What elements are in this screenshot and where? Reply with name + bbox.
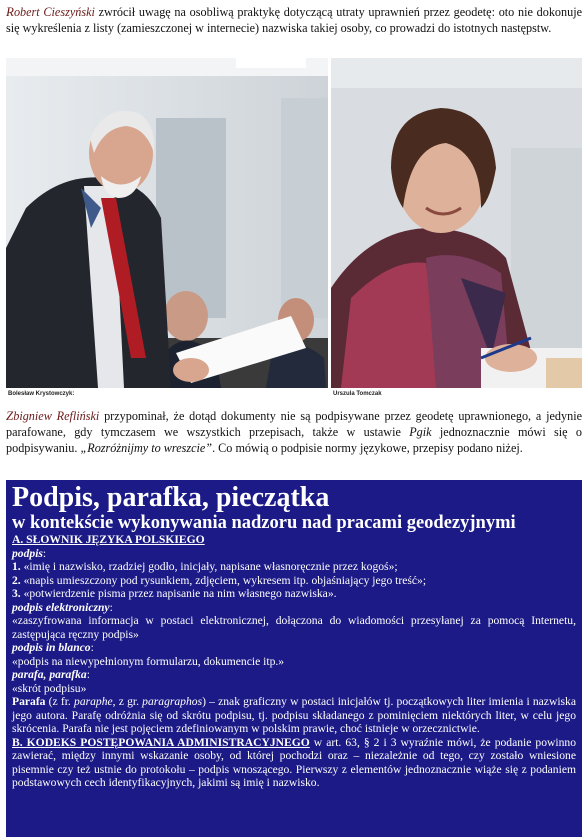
definition-3: 3. «potwierdzenie pisma przez napisanie na nim własnego nazwiska».: [12, 587, 337, 600]
photo-urszula-tomczak: [331, 58, 582, 388]
section-b-heading: B. KODEKS POSTĘPOWANIA ADMINISTRACYJNEGO: [12, 735, 310, 749]
term-podpis-in-blanco: podpis in blanco:: [12, 641, 94, 654]
refliński-paragraph: Zbigniew Refliński przypominał, że dotąd dokumenty nie są podpisywane przez geodetę uprawnionego, a jedynie parafowane, gdy tymczasem we wszystkich przepisach, także w ustawie Pgik jednoznacznie mówi się o podpisywaniu. „Rozróżnijmy to wreszcie”. Co mówią o podpisie normy językowe, przepisy podano niżej.: [6, 408, 582, 455]
definition-1: 1. «imię i nazwisko, rzadziej godło, inicjały, napisane własnoręcznie przez kogoś»;: [12, 560, 398, 573]
photo-boleslaw-krystowczyk: [6, 58, 328, 388]
section-a-heading: A. SŁOWNIK JĘZYKA POLSKIEGO: [12, 533, 205, 546]
intro-text: zwrócił uwagę na osobliwą praktykę dotyczącą utraty uprawnień przez geodetę: oto nie dokonuje się wykreślenia z listy (zamieszczonej w internecie) nazwiska takiej osoby, co prowadzi do istotnych następstw.: [6, 5, 582, 35]
term-podpis-elektroniczny: podpis elektroniczny:: [12, 600, 113, 614]
box-title: Podpis, parafka, pieczątka: [12, 482, 330, 513]
definition-parafa: «skrót podpisu»: [12, 681, 87, 695]
parafa-paragraph: Parafa (z fr. paraphe, z gr. paragraphos) – znak graficzny w postaci inicjałów tj. początkowych liter imienia i nazwiska jego autora. Parafę odróżnia się od skrótu podpisu, tj. podpisu składanego z pominięciem niektórych liter, w celu jego skrócenia. Parafa nie jest pojęciem zdefiniowanym w polskim prawie, choć istnieje w orzecznictwie.: [12, 695, 576, 735]
intro-paragraph: [6, 4, 582, 36]
pgik-abbrev: Pgik: [409, 425, 432, 439]
photo-caption-right: Urszula Tomczak: [333, 391, 382, 397]
term-parafa: parafa, parafka:: [12, 668, 90, 681]
definition-2: 2. «napis umieszczony pod rysunkiem, zdjęciem, wykresem itp. objaśniający jego treść»;: [12, 573, 427, 587]
speaker-name: Zbigniew Refliński: [6, 408, 100, 423]
speaker-name: Robert Cieszyński: [6, 4, 95, 19]
definition-in-blanco: «podpis na niewypełnionym formularzu, dokumencie itp.»: [12, 654, 285, 668]
definition-elektroniczny: «zaszyfrowana informacja w postaci elektronicznej, dołączona do wiadomości przesyłanej za pomocą Internetu, zastępująca ręczny podpis»: [12, 614, 576, 641]
definitions-box: [6, 480, 582, 837]
photo-caption-left: Bolesław Krystowczyk:: [8, 391, 75, 397]
section-b-paragraph: B. KODEKS POSTĘPOWANIA ADMINISTRACYJNEGO w art. 63, § 2 i 3 wyraźnie mówi, że podanie powinno zawierać, między innymi wskazanie osoby, od której pochodzi oraz – niezależnie od tego, czy zostało wniesione pisemnie czy też ustnie do protokołu – podpis wnoszącego. Pierwszy z elementów jednoznacznie wiąże się z podaniem podstawowych cech identyfikacyjnych, jakimi są imię i nazwisko.: [12, 735, 577, 789]
term-podpis: podpis:: [12, 546, 47, 560]
quote: „Rozróżnijmy to wreszcie”: [80, 441, 213, 455]
box-subtitle: w kontekście wykonywania nadzoru nad pracami geodezyjnymi: [12, 513, 516, 533]
